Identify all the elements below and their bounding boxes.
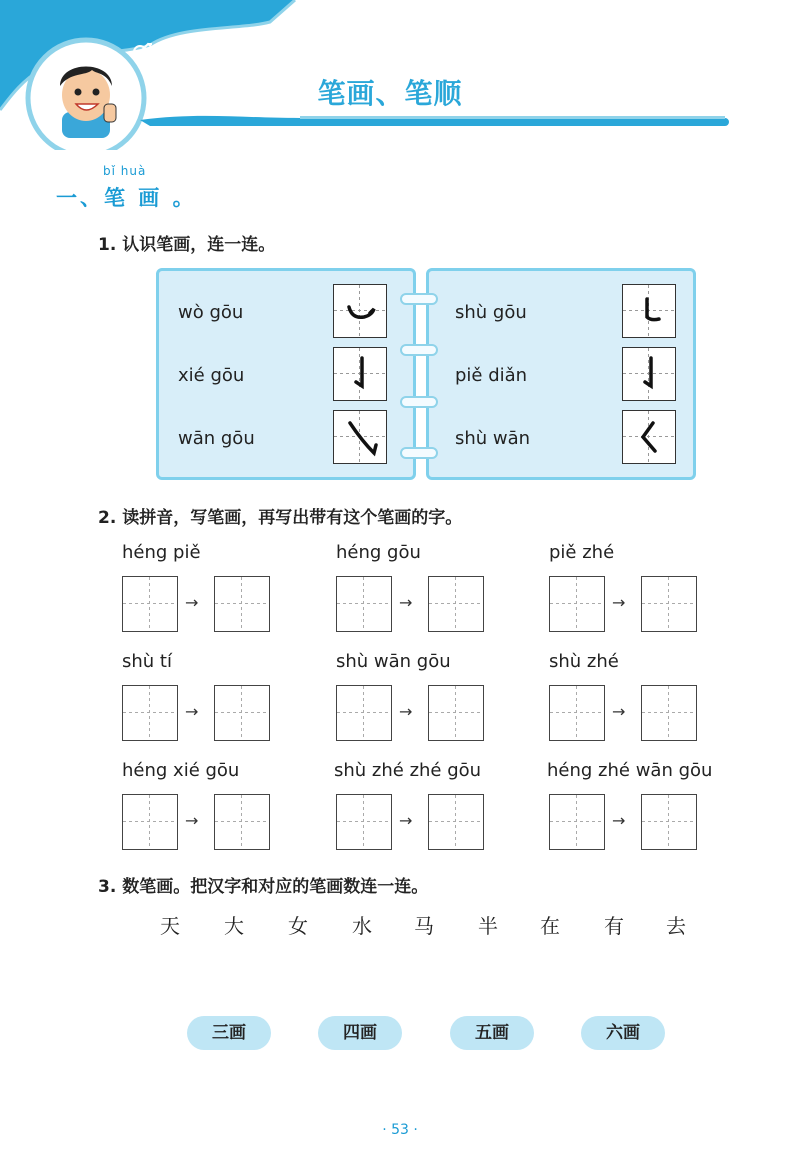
arrow-icon: → [612,593,626,612]
binder-ring [400,447,438,459]
binder-ring [400,344,438,356]
q2-pinyin-5: shù wān gōu [336,651,451,672]
stroke-writing-box[interactable] [336,576,392,632]
stroke-writing-box[interactable] [122,685,178,741]
character-writing-box[interactable] [428,576,484,632]
stroke-count-pill-3[interactable]: 三画 [187,1016,271,1050]
q3-character[interactable]: 天 [160,914,180,938]
stroke-pinyin-left-2: xié gōu [178,365,245,386]
stroke-pinyin-left-1: wò gōu [178,302,244,323]
character-writing-box[interactable] [214,794,270,850]
stroke-box-left-2 [333,347,387,401]
stroke-count-pill-6[interactable]: 六画 [581,1016,665,1050]
bent-hook-stroke-icon [349,307,374,317]
character-writing-box[interactable] [428,794,484,850]
arrow-icon: → [612,811,626,830]
stroke-box-right-3 [622,410,676,464]
stroke-box-left-1 [333,284,387,338]
page-title: 笔画、笔顺 [317,77,463,110]
arrow-icon: → [399,593,413,612]
mountain-icon [168,36,202,58]
stroke-writing-box[interactable] [549,576,605,632]
stroke-pinyin-right-1: shù gōu [455,302,527,323]
arrow-icon: → [185,593,199,612]
question-2-title: 2. 读拼音，写笔画，再写出带有这个笔画的字。 [98,508,463,528]
stroke-writing-box[interactable] [549,685,605,741]
q3-character[interactable]: 半 [478,914,498,938]
stroke-box-left-3 [333,410,387,464]
section-pinyin: bǐ huà [103,164,147,178]
character-writing-box[interactable] [214,685,270,741]
arrow-icon: → [185,702,199,721]
stroke-pinyin-right-3: shù wān [455,428,531,449]
stroke-count-pill-5[interactable]: 五画 [450,1016,534,1050]
arrow-icon: → [185,811,199,830]
q2-pinyin-9: héng zhé wān gōu [547,760,713,781]
binder-ring [400,293,438,305]
q3-character[interactable]: 有 [604,914,624,938]
character-writing-box[interactable] [641,794,697,850]
stroke-pinyin-right-2: piě diǎn [455,365,528,386]
q2-pinyin-1: héng piě [122,542,201,563]
question-3-title: 3. 数笔画。把汉字和对应的笔画数连一连。 [98,877,429,897]
q3-character[interactable]: 女 [288,914,308,938]
stroke-writing-box[interactable] [122,576,178,632]
q3-character[interactable]: 马 [414,914,434,938]
arrow-icon: → [612,702,626,721]
arrow-icon: → [399,702,413,721]
stroke-box-right-1 [622,284,676,338]
q2-pinyin-4: shù tí [122,651,172,672]
stroke-writing-box[interactable] [336,685,392,741]
page-number: · 53 · [382,1122,418,1138]
q3-character[interactable]: 水 [352,914,372,938]
q2-pinyin-6: shù zhé [549,651,619,672]
q2-pinyin-8: shù zhé zhé gōu [334,760,482,781]
arrow-icon: → [399,811,413,830]
stroke-box-right-2 [622,347,676,401]
q2-pinyin-3: piě zhé [549,542,615,563]
character-writing-box[interactable] [641,685,697,741]
q3-character[interactable]: 大 [224,914,244,938]
question-1-title: 1. 认识笔画，连一连。 [98,235,276,255]
q2-pinyin-7: héng xié gōu [122,760,240,781]
q2-pinyin-2: héng gōu [336,542,421,563]
slant-hook-stroke-icon [350,423,376,453]
q3-character[interactable]: 在 [540,914,560,938]
stroke-writing-box[interactable] [336,794,392,850]
character-writing-box[interactable] [641,576,697,632]
stroke-count-pill-4[interactable]: 四画 [318,1016,402,1050]
character-writing-box[interactable] [214,576,270,632]
section-title: 一、笔 画 。 [56,186,197,210]
stroke-pinyin-left-3: wān gōu [178,428,255,449]
q3-character[interactable]: 去 [666,914,686,938]
boy-avatar [60,67,116,139]
stroke-writing-box[interactable] [549,794,605,850]
stroke-writing-box[interactable] [122,794,178,850]
character-writing-box[interactable] [428,685,484,741]
binder-ring [400,396,438,408]
